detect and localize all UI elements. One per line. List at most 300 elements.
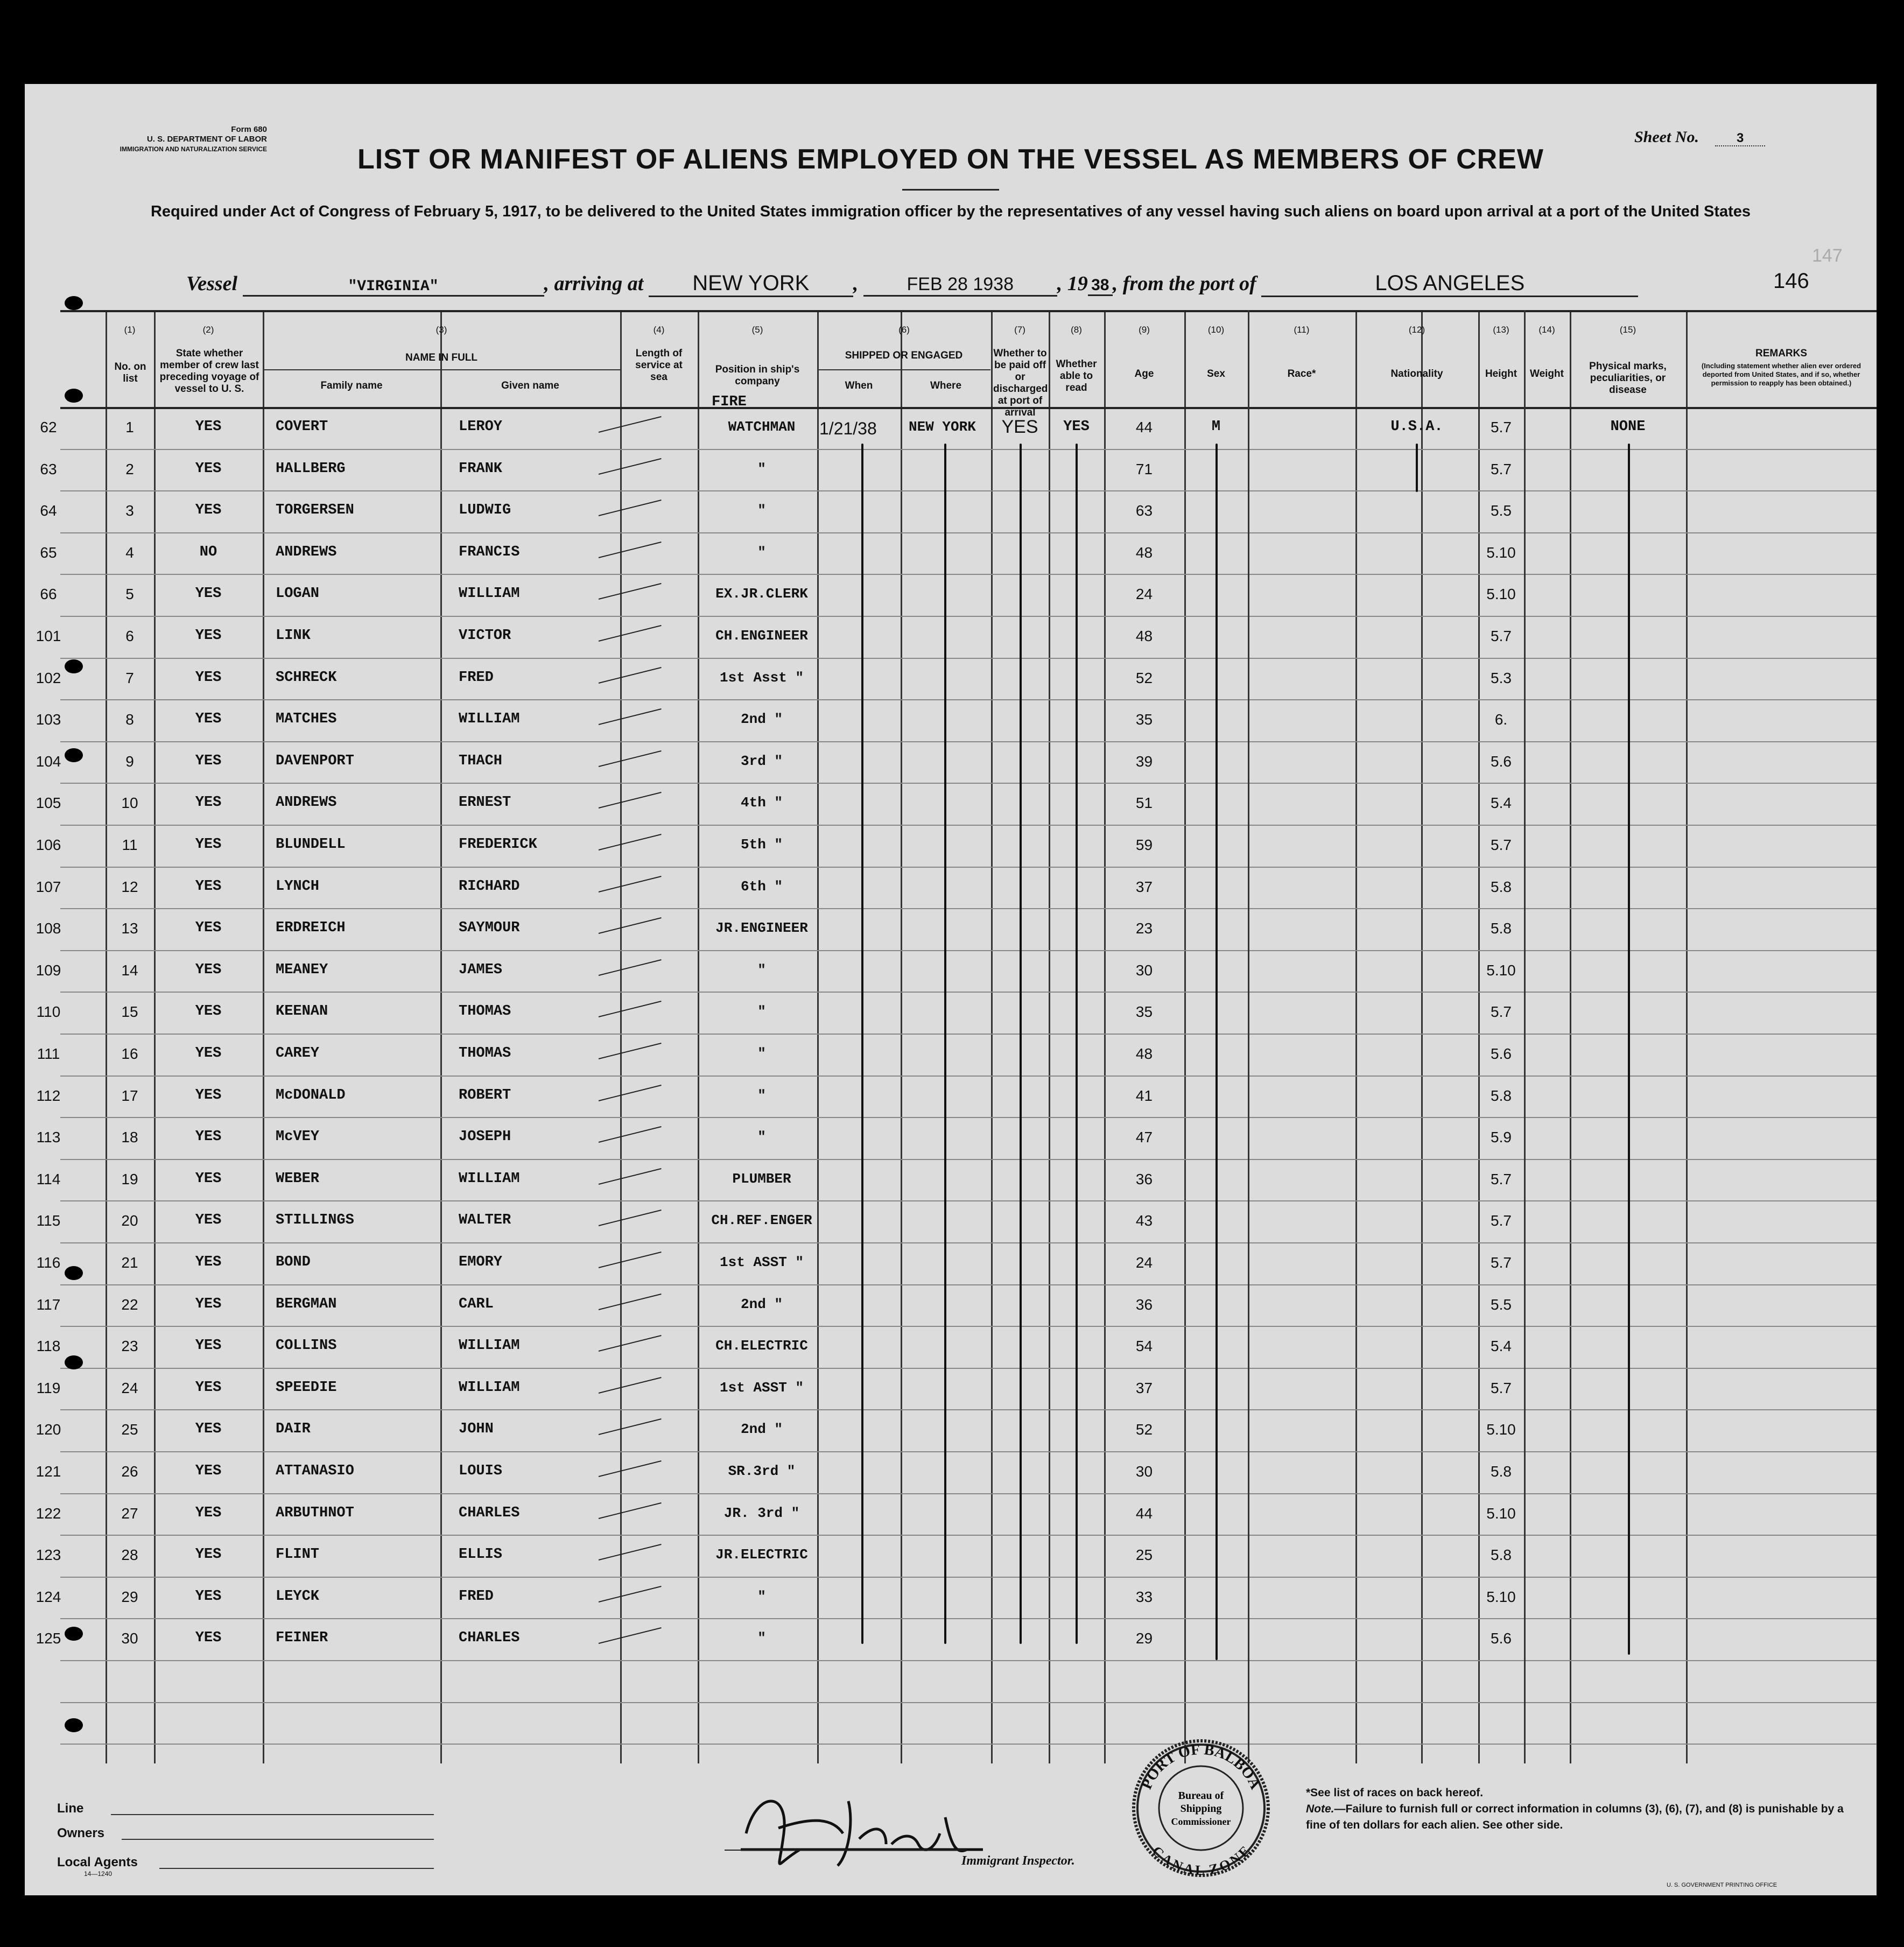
service-dash-mark (599, 583, 662, 600)
height-value: 5.8 (1491, 1463, 1512, 1480)
height-value: 5.6 (1491, 753, 1512, 770)
column-rule (1049, 310, 1050, 1763)
row-rule (60, 1535, 1877, 1536)
service-dash-mark (599, 1544, 662, 1561)
row-margin-number: 117 (36, 1296, 61, 1313)
row-number: 13 (121, 920, 138, 937)
row-rule (60, 658, 1877, 659)
column-rule (698, 310, 699, 1763)
prev-voyage-value: YES (195, 1421, 222, 1438)
position-value: EX.JR.CLERK (715, 586, 808, 602)
given-name: RICHARD (459, 878, 520, 895)
row-rule (60, 1368, 1877, 1369)
seal-outer-top: PORT OF BALBOA (1138, 1741, 1264, 1792)
height-value: 5.10 (1486, 961, 1516, 979)
header-remarks-note: (Including statement whether alien ever ordered deported from United States, and if so, whether permission to reapply has been obtained.) (1701, 362, 1861, 387)
department-name: U. S. DEPARTMENT OF LABOR (146, 135, 267, 144)
service-dash-mark (599, 1085, 662, 1101)
column-number: (13) (1493, 325, 1509, 335)
row-number: 20 (121, 1212, 138, 1229)
family-name: WEBER (276, 1170, 320, 1187)
prev-voyage-value: YES (195, 753, 222, 769)
position-value: 2nd " (740, 1421, 783, 1438)
given-name: ROBERT (459, 1087, 511, 1103)
prev-voyage-value: NO (199, 544, 217, 560)
page-subtitle: Required under Act of Congress of February 5, 1917, to be delivered to the United States immigration officer by the representatives of any vessel having such aliens on board upon arrival at a port of the United States (150, 203, 1751, 220)
header-position: Position in ship's company (715, 364, 800, 387)
row-number: 3 (125, 502, 134, 519)
age-value: 52 (1135, 669, 1153, 686)
family-name: SPEEDIE (276, 1379, 337, 1396)
row-margin-number: 114 (36, 1170, 61, 1187)
row-rule (60, 699, 1877, 700)
punch-hole (65, 1266, 83, 1280)
nationality-value: U.S.A. (1390, 419, 1443, 435)
column-rule (620, 310, 622, 1763)
row-margin-number: 118 (36, 1338, 61, 1355)
prev-voyage-value: YES (195, 920, 222, 937)
position-value: " (757, 1630, 766, 1647)
age-value: 48 (1135, 1045, 1153, 1062)
given-name: JAMES (459, 961, 503, 978)
row-margin-number: 64 (40, 502, 57, 519)
row-rule (60, 1159, 1877, 1160)
row-number: 11 (122, 837, 138, 853)
page-number: 146 (1773, 269, 1809, 293)
row-margin-number: 63 (40, 460, 57, 477)
family-name: BOND (276, 1254, 311, 1270)
row-margin-number: 65 (40, 544, 57, 561)
row-number: 21 (121, 1254, 138, 1271)
prev-voyage-value: YES (195, 586, 222, 602)
prev-voyage-value: YES (195, 961, 222, 978)
row-rule (60, 1702, 1877, 1703)
row-number: 24 (121, 1379, 138, 1396)
crew-table (36, 310, 1877, 1763)
row-rule (60, 783, 1877, 784)
position-value: SR.3rd " (728, 1463, 796, 1479)
given-name: JOSEPH (459, 1129, 511, 1145)
family-name: ANDREWS (276, 795, 337, 811)
column-rule (1355, 310, 1357, 1763)
position-value: JR. 3rd " (723, 1505, 800, 1521)
marks-ditto-line (1628, 444, 1630, 1655)
family-name: LINK (276, 628, 311, 644)
height-value: 5.8 (1491, 920, 1512, 937)
position-value: " (757, 1087, 766, 1103)
row-margin-number: 122 (36, 1505, 61, 1522)
year-prefix: 19 (1067, 272, 1088, 295)
row-number: 22 (121, 1296, 138, 1313)
height-value: 5.7 (1491, 1003, 1512, 1021)
position-value: CH.REF.ENGER (711, 1212, 812, 1229)
prev-voyage-value: YES (195, 1379, 222, 1396)
row-margin-number: 120 (36, 1421, 61, 1438)
given-name: FRANCIS (459, 544, 520, 560)
vessel-line: Vessel "VIRGINIA" , arriving at NEW YORK , FEB 28 1938 , 19 38 , from the port of LOS ANGELES (186, 271, 1801, 297)
punch-hole (65, 748, 83, 762)
prev-voyage-value: YES (195, 1588, 222, 1605)
given-name: FRED (459, 1588, 494, 1605)
row-margin-number: 62 (40, 419, 57, 435)
row-number: 30 (121, 1630, 138, 1647)
family-name: COVERT (276, 419, 328, 435)
row-number: 29 (121, 1588, 138, 1605)
family-name: BLUNDELL (276, 837, 346, 853)
vessel-name: "VIRGINIA" (243, 278, 544, 297)
height-value: 5.10 (1486, 1588, 1516, 1605)
given-name: SAYMOUR (459, 920, 520, 937)
row-rule (60, 1618, 1877, 1619)
height-value: 5.7 (1491, 460, 1512, 477)
position-value-top: FIRE (712, 394, 747, 410)
physical-marks-value: NONE (1610, 419, 1646, 435)
given-name: FREDERICK (459, 837, 537, 853)
header-paid-off: Whether to be paid off or discharged at port of arrival (993, 348, 1048, 418)
age-value: 36 (1135, 1170, 1153, 1187)
position-value: 5th " (740, 837, 783, 853)
position-value: 4th " (740, 795, 783, 811)
given-name: LEROY (459, 419, 503, 435)
position-value: " (757, 1129, 766, 1145)
column-number: (7) (1014, 325, 1025, 335)
height-value: 5.5 (1491, 502, 1512, 519)
age-value: 35 (1135, 1003, 1153, 1021)
given-name: LUDWIG (459, 502, 511, 519)
form-number: Form 680 (231, 125, 267, 134)
position-value: CH.ELECTRIC (715, 1338, 808, 1354)
paid-off-ditto-line (1020, 444, 1022, 1644)
header-where: Where (930, 380, 962, 391)
row-number: 6 (125, 628, 134, 644)
row-number: 8 (125, 711, 134, 728)
family-name: SCHRECK (276, 669, 337, 686)
given-name: WILLIAM (459, 1338, 520, 1354)
age-value: 33 (1135, 1588, 1153, 1605)
header-subrule (817, 369, 990, 370)
age-value: 35 (1135, 711, 1153, 728)
from-port: LOS ANGELES (1261, 271, 1638, 297)
date-stamp: FEB 28 1938 (863, 274, 1057, 297)
row-rule (60, 908, 1877, 909)
row-margin-number: 102 (36, 669, 61, 686)
height-value: 5.8 (1491, 1547, 1512, 1564)
age-value: 51 (1135, 795, 1153, 812)
service-dash-mark (599, 1126, 662, 1143)
height-value: 5.9 (1491, 1129, 1512, 1146)
height-value: 5.8 (1491, 1087, 1512, 1104)
age-value: 37 (1135, 878, 1153, 895)
header-shipped-engaged: SHIPPED OR ENGAGED (845, 350, 963, 361)
height-value: 5.7 (1491, 1170, 1512, 1187)
row-number: 25 (121, 1421, 138, 1438)
row-number: 7 (125, 669, 134, 686)
age-value: 37 (1135, 1379, 1153, 1396)
given-name: VICTOR (459, 628, 511, 644)
column-number: (2) (202, 325, 214, 335)
when-ditto-line (861, 444, 863, 1644)
column-number: (4) (653, 325, 665, 335)
row-number: 18 (121, 1129, 138, 1146)
given-name: FRANK (459, 460, 503, 477)
column-rule (817, 310, 819, 1763)
row-margin-number: 108 (36, 920, 61, 937)
age-value: 30 (1135, 961, 1153, 979)
given-name: FRED (459, 669, 494, 686)
header-length-of-service: Length of service at sea (635, 348, 683, 383)
row-rule (60, 1242, 1877, 1243)
family-name: FEINER (276, 1630, 328, 1647)
prev-voyage-value: YES (195, 1505, 222, 1521)
row-rule (60, 950, 1877, 951)
position-value: 2nd " (740, 1296, 783, 1312)
row-number: 26 (121, 1463, 138, 1480)
header-remarks: REMARKS (1755, 348, 1808, 359)
row-rule (60, 1034, 1877, 1035)
vessel-label: Vessel (186, 272, 237, 295)
position-value: " (757, 544, 766, 560)
where-ditto-line (944, 444, 946, 1644)
given-name: EMORY (459, 1254, 503, 1270)
prev-voyage-value: YES (195, 1254, 222, 1270)
inspector-label: Immigrant Inspector. (961, 1854, 1075, 1868)
position-value: 6th " (740, 878, 783, 895)
punch-hole (65, 1355, 83, 1369)
position-value: 1st ASST " (719, 1254, 804, 1270)
balboa-seal (1128, 1735, 1274, 1881)
service-dash-mark (599, 667, 662, 684)
row-margin-number: 125 (36, 1630, 61, 1647)
row-margin-number: 103 (36, 711, 61, 728)
given-name: WALTER (459, 1212, 511, 1229)
given-name: ELLIS (459, 1547, 503, 1563)
prev-voyage-value: YES (195, 711, 222, 728)
row-margin-number: 116 (36, 1254, 61, 1271)
row-margin-number: 121 (36, 1463, 61, 1480)
column-number: (12) (1408, 325, 1425, 335)
prev-voyage-value: YES (195, 669, 222, 686)
header-name-in-full: NAME IN FULL (405, 352, 478, 363)
position-value: CH.ENGINEER (715, 628, 808, 644)
age-value: 30 (1135, 1463, 1153, 1480)
row-rule (60, 1200, 1877, 1201)
given-name: JOHN (459, 1421, 494, 1438)
position-value: JR.ELECTRIC (715, 1547, 808, 1563)
row-rule (60, 490, 1877, 491)
position-value: JR.ENGINEER (715, 920, 808, 937)
header-given-name: Given name (501, 380, 559, 391)
arriving-label: , arriving at (544, 272, 644, 295)
seal-line-1: Bureau of (1178, 1790, 1224, 1802)
year-suffix: 38 (1088, 276, 1113, 296)
service-dash-mark (599, 1335, 662, 1352)
service-dash-mark (599, 1377, 662, 1394)
row-number: 15 (121, 1003, 138, 1021)
sheet-label: Sheet No. (1634, 128, 1699, 146)
row-rule (60, 867, 1877, 868)
row-rule (60, 1076, 1877, 1077)
header-age: Age (1134, 368, 1154, 379)
column-number: (15) (1619, 325, 1636, 335)
position-value: " (757, 502, 766, 519)
shipped-when: 1/21/38 (819, 419, 877, 438)
svg-text:CANAL ZONE (1149, 1843, 1253, 1878)
service-dash-mark (599, 1043, 662, 1059)
row-rule (60, 992, 1877, 993)
height-value: 5.10 (1486, 1421, 1516, 1438)
family-name: BERGMAN (276, 1296, 337, 1312)
ghost-page-number: 147 (1812, 245, 1843, 266)
given-name: ERNEST (459, 795, 511, 811)
position-value: WATCHMAN (728, 419, 796, 435)
family-name: ARBUTHNOT (276, 1505, 354, 1521)
service-dash-mark (599, 1001, 662, 1017)
row-rule (60, 1493, 1877, 1494)
header-race: Race* (1287, 368, 1316, 379)
family-name: MATCHES (276, 711, 337, 728)
row-number: 19 (121, 1170, 138, 1187)
header-subrule (1524, 310, 1526, 1763)
prev-voyage-value: YES (195, 1212, 222, 1229)
family-name: DAIR (276, 1421, 311, 1438)
column-number: (9) (1139, 325, 1150, 335)
row-rule (60, 1117, 1877, 1118)
inspector-rule (725, 1850, 967, 1851)
height-value: 5.10 (1486, 1505, 1516, 1522)
punch-hole (65, 1718, 83, 1732)
manifest-sheet (25, 84, 1877, 1895)
age-value: 23 (1135, 920, 1153, 937)
height-value: 5.4 (1491, 1338, 1512, 1355)
age-value: 43 (1135, 1212, 1153, 1229)
family-name: FLINT (276, 1547, 320, 1563)
column-number: (5) (751, 325, 763, 335)
given-name: THACH (459, 753, 503, 769)
age-value: 47 (1135, 1129, 1153, 1146)
family-name: ATTANASIO (276, 1463, 354, 1479)
nationality-ditto-line (1416, 444, 1418, 492)
given-name: LOUIS (459, 1463, 503, 1479)
height-value: 5.7 (1491, 1212, 1512, 1229)
family-name: McVEY (276, 1129, 320, 1145)
row-number: 1 (125, 419, 134, 435)
family-name: TORGERSEN (276, 502, 354, 519)
row-rule (60, 449, 1877, 450)
paid-off-value: YES (1001, 417, 1038, 437)
age-value: 63 (1135, 502, 1153, 519)
given-name: THOMAS (459, 1003, 511, 1020)
sheet-value: 3 (1715, 131, 1765, 146)
row-number: 14 (121, 961, 138, 979)
row-number: 5 (125, 586, 134, 603)
header-sex: Sex (1207, 368, 1225, 379)
row-rule (60, 310, 1877, 312)
given-name: THOMAS (459, 1045, 511, 1062)
prev-voyage-value: YES (195, 1630, 222, 1647)
service-dash-mark (599, 1627, 662, 1644)
punch-hole (65, 389, 83, 403)
row-number: 28 (121, 1547, 138, 1564)
local-agents-label: Local Agents (57, 1855, 138, 1869)
row-margin-number: 113 (36, 1129, 61, 1146)
row-number: 2 (125, 460, 134, 477)
prev-voyage-value: YES (195, 1129, 222, 1145)
service-dash-mark (599, 500, 662, 516)
family-name: LEYCK (276, 1588, 320, 1605)
age-value: 52 (1135, 1421, 1153, 1438)
row-margin-number: 66 (40, 586, 57, 603)
owners-rule (122, 1839, 434, 1840)
service-dash-mark (599, 1418, 662, 1435)
age-value: 36 (1135, 1296, 1153, 1313)
service-dash-mark (599, 1502, 662, 1519)
prev-voyage-value: YES (195, 628, 222, 644)
column-rule (991, 310, 993, 1763)
footer-notes (1306, 1785, 1844, 1833)
printer-credit: U. S. GOVERNMENT PRINTING OFFICE (1667, 1882, 1777, 1888)
row-number: 27 (121, 1505, 138, 1522)
row-rule (60, 1326, 1877, 1327)
row-number: 10 (121, 795, 138, 812)
family-name: STILLINGS (276, 1212, 354, 1229)
given-name: WILLIAM (459, 1170, 520, 1187)
service-dash-mark (599, 542, 662, 558)
position-value: " (757, 961, 766, 978)
agents-rule (159, 1868, 434, 1869)
row-number: 9 (125, 753, 134, 770)
height-value: 5.8 (1491, 878, 1512, 895)
header-subrule (1248, 310, 1249, 1763)
height-value: 5.6 (1491, 1630, 1512, 1647)
height-value: 5.5 (1491, 1296, 1512, 1313)
prev-voyage-value: YES (195, 502, 222, 519)
service-dash-mark (599, 708, 662, 725)
row-margin-number: 123 (36, 1547, 61, 1564)
column-rule (1686, 310, 1688, 1763)
age-value: 24 (1135, 1254, 1153, 1271)
position-value: 1st ASST " (719, 1379, 804, 1396)
row-number: 16 (121, 1045, 138, 1062)
family-name: LYNCH (276, 878, 320, 895)
family-name: COLLINS (276, 1338, 337, 1354)
service-dash-mark (599, 834, 662, 851)
prev-voyage-value: YES (195, 1338, 222, 1354)
header-weight: Weight (1530, 368, 1564, 379)
note-text: —Failure to furnish full or correct information in columns (3), (6), (7), and (8) is punishable by a fine of ten dollars for each alien. See other side. (1306, 1803, 1844, 1831)
punch-hole (65, 1627, 83, 1641)
column-rule (440, 310, 442, 1763)
header-physical-marks: Physical marks, peculiarities, or disease (1589, 361, 1667, 396)
header-when: When (845, 380, 873, 391)
age-value: 39 (1135, 753, 1153, 770)
row-rule (60, 1409, 1877, 1410)
service-dash-mark (599, 1294, 662, 1310)
column-rule (1104, 310, 1106, 1763)
row-rule (60, 616, 1877, 617)
row-margin-number: 111 (37, 1045, 60, 1062)
read-ditto-line (1076, 444, 1078, 1644)
agents-code: 14—1240 (84, 1870, 113, 1878)
row-margin-number: 104 (36, 753, 61, 770)
service-dash-mark (599, 959, 662, 976)
column-number: (10) (1207, 325, 1225, 335)
from-label: , from the port of (1112, 272, 1256, 295)
position-value: " (757, 1588, 766, 1605)
arriving-port: NEW YORK (649, 271, 853, 297)
family-name: HALLBERG (276, 460, 346, 477)
column-rule (263, 310, 264, 1763)
position-value: " (757, 1045, 766, 1062)
